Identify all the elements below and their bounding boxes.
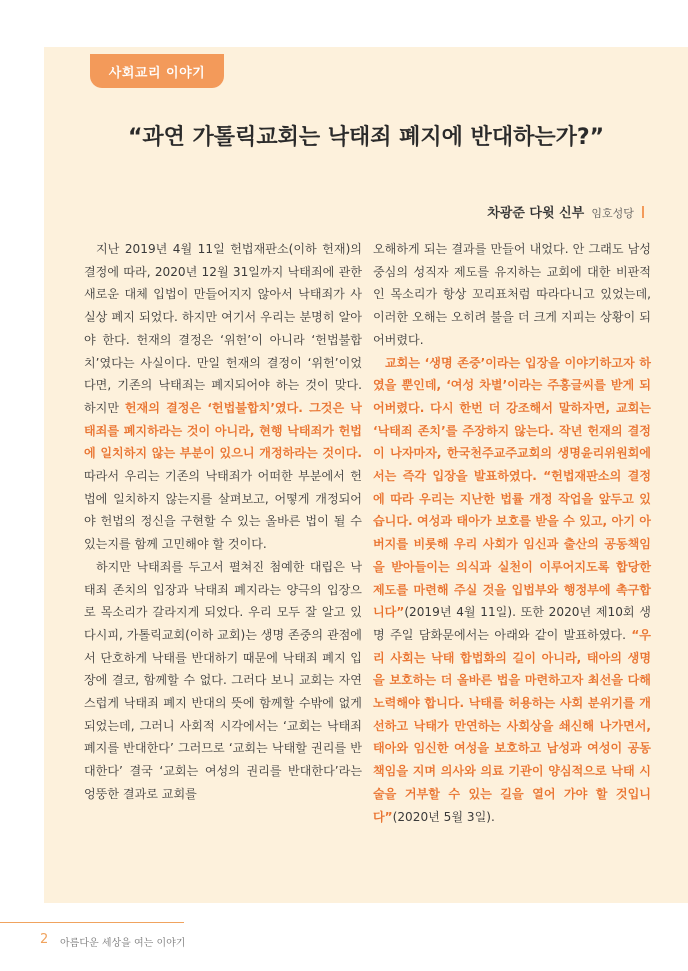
body-text: 따라서 우리는 기존의 낙태죄가 어떠한 부분에서 헌법에 일치하지 않는지를 살펴보고, 어떻게 개정되어야 헌법의 정신을 구현할 수 있는 올바른 법이 될 수 있는지를 함께 고민해야 할 것이다. (84, 469, 362, 552)
body-text: 지난 2019년 4월 11일 헌법재판소(이하 헌재)의 결정에 따라, 2020년 12월 31일까지 낙태죄에 관한 새로운 대체 입법이 만들어지지 않아서 낙태죄가 사실상 폐지 되었다. 하지만 여기서 우리는 분명히 알아야 한다. 헌재의 결정은 ‘위헌’이 아니라 ‘헌법불합치’였다는 사실이다. 만일 헌재의 결정이 ‘위헌’이었다면, 기존의 낙태죄는 폐지되어야 하는 것이 맞다. 하지만 (84, 242, 362, 415)
left-column (84, 238, 362, 806)
article-title: “과연 가톨릭교회는 낙태죄 폐지에 반대하는가?” (127, 125, 605, 150)
right-column (373, 238, 651, 828)
body-text: 하지만 낙태죄를 두고서 펼쳐진 첨예한 대립은 낙태죄 존치의 입장과 낙태죄 폐지라는 양극의 입장으로 목소리가 갈라지게 되었다. 우리 모두 잘 알고 있다시피, 가톨릭교회(이하 교회)는 생명 존중의 관점에서 단호하게 낙태를 반대하기 때문에 낙태죄 폐지 입장에 결코, 함께할 수 없다. 그러다 보니 교회는 자연스럽게 낙태죄 폐지 반대의 뜻에 함께할 수밖에 없게 되었는데, 그러니 사회적 시각에서는 ‘교회는 낙태죄 폐지를 반대한다’ 그러므로 ‘교회는 낙태할 권리를 반대한다’ 결국 ‘교회는 여성의 권리를 반대한다’라는 엉뚱한 결과로 교회를 (84, 559, 362, 801)
body-text: 오해하게 되는 결과를 만들어 내었다. 안 그래도 남성 중심의 성직자 제도를 유지하는 교회에 대한 비판적인 목소리가 항상 꼬리표처럼 따라다니고 있었는데, 이러한 오해는 오히려 불을 더 크게 지피는 상황이 되어버렸다. (373, 242, 651, 347)
highlight-text: 교회는 ‘생명 존중’이라는 입장을 이야기하고자 하였을 뿐인데, ‘여성 차별’이라는 주홍글씨를 받게 되어버렸다. 다시 한번 더 강조해서 말하자면, 교회는 ‘낙태죄 존치’를 주장하지 않는다. 작년 헌재의 결정이 나자마자, 한국천주교주교회의 생명윤리위원회에서는 즉각 입장을 발표하였다. “헌법재판소의 결정에 따라 우리는 지난한 법률 개정 작업을 앞두고 있습니다. 여성과 태아가 보호를 받을 수 있고, 아기 아버지를 비롯해 우리 사회가 임신과 출산의 공동책임을 받아들이는 의식과 실천이 이루어지도록 합당한 제도를 마련해 주실 것을 입법부와 행정부에 촉구합니다” (373, 355, 651, 620)
page-number: 2 (40, 932, 49, 947)
author-line (487, 202, 644, 221)
highlight-text: 헌재의 결정은 ‘헌법불합치’였다. 그것은 낙태죄를 폐지하라는 것이 아니라, 현행 낙태죄가 헌법에 일치하지 않는 부분이 있으니 개정하라는 것이다. (84, 400, 362, 461)
author-name: 차광준 다윗 신부 (487, 206, 585, 221)
author-divider (642, 206, 644, 218)
paragraph (84, 556, 362, 806)
body-text: (2020년 5월 3일). (392, 809, 495, 824)
author-parish: 임호성당 (591, 207, 634, 220)
publication-title: 아름다운 세상을 여는 이야기 (60, 938, 186, 949)
paragraph (84, 238, 362, 556)
paragraph (373, 352, 651, 829)
category-tag: 사회교리 이야기 (90, 54, 224, 88)
body-text: (2019년 4월 11일). 또한 2020년 제10회 생명 주일 담화문에서는 아래와 같이 발표하였다. (373, 605, 651, 642)
paragraph (373, 238, 651, 352)
footer-rule (0, 922, 184, 923)
highlight-text: “우리 사회는 낙태 합법화의 길이 아니라, 태아의 생명을 보호하는 더 올바른 법을 마련하고자 최선을 다해 노력해야 합니다. 낙태를 허용하는 사회 분위기를 개선하고 낙태가 만연하는 사회상을 쇄신해 나가면서, 태아와 임신한 여성을 보호하고 남성과 여성이 공동 책임을 지며 의사와 의료 기관이 양심적으로 낙태 시술을 거부할 수 있는 길을 열어 가야 할 것입니다” (373, 627, 651, 824)
